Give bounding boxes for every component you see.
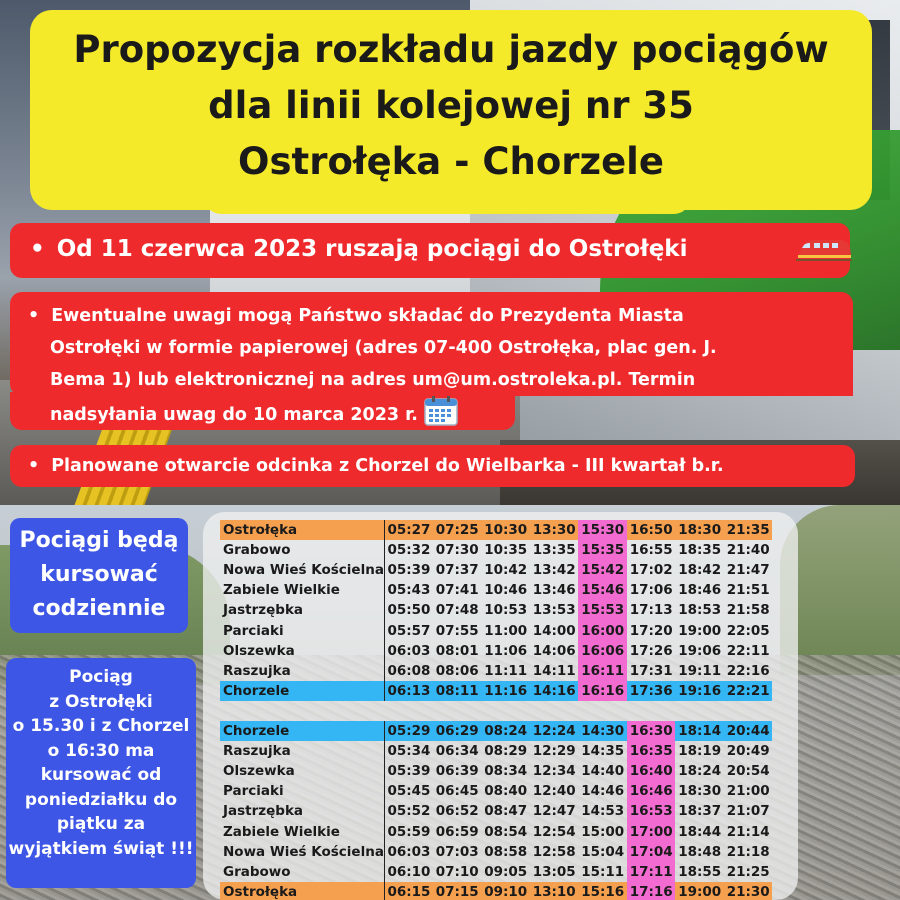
departure-time: 20:54 (726, 763, 770, 780)
departure-time: 08:47 (484, 803, 528, 820)
departure-time: 06:45 (435, 783, 479, 800)
departure-time: 11:16 (481, 681, 530, 701)
departure-time: 16:46 (627, 781, 676, 801)
table-row (220, 661, 772, 681)
departure-time: 06:59 (435, 823, 479, 840)
departure-time: 05:57 (387, 622, 431, 639)
table-row (220, 641, 772, 661)
station-name: Olszewka (220, 761, 384, 781)
departure-time: 12:24 (530, 721, 579, 741)
departure-time: 15:42 (578, 560, 627, 580)
table-row (220, 801, 772, 821)
departure-time: 16:16 (578, 681, 627, 701)
remarks-text (28, 300, 840, 431)
departure-time: 17:16 (627, 882, 676, 900)
departure-time: 22:21 (724, 681, 773, 701)
weekday-line-4: o 16:30 ma (47, 740, 155, 761)
table-row (220, 761, 772, 781)
departure-time: 15:16 (578, 882, 627, 900)
departure-time: 05:27 (384, 520, 433, 540)
departure-time: 07:37 (435, 562, 479, 579)
departure-time: 17:02 (629, 562, 673, 579)
station-name: Raszujka (220, 661, 384, 681)
departure-time: 06:13 (384, 681, 433, 701)
departure-time: 14:46 (581, 783, 625, 800)
departure-time: 21:30 (724, 882, 773, 900)
departure-time: 17:31 (629, 662, 673, 679)
departure-time: 21:58 (726, 602, 770, 619)
calendar-icon (424, 396, 458, 426)
departure-time: 12:47 (532, 803, 576, 820)
departure-time: 12:40 (532, 783, 576, 800)
timetable-outbound (220, 520, 773, 701)
start-date-banner (10, 223, 850, 278)
departure-time: 12:34 (532, 763, 576, 780)
departure-time: 15:11 (581, 863, 625, 880)
departure-time: 07:55 (435, 622, 479, 639)
station-name: Chorzele (220, 681, 384, 701)
table-row (220, 520, 772, 540)
departure-time: 16:40 (627, 761, 676, 781)
remarks-line-3: Bema 1) lub elektronicznej na adres um@um.ostroleka.pl. Termin (50, 370, 696, 390)
departure-time: 18:55 (678, 863, 722, 880)
table-row (220, 862, 772, 882)
departure-time: 18:37 (678, 803, 722, 820)
opening-label: Planowane otwarcie odcinka z Chorzel do Wielbarka - III kwartał b.r. (51, 456, 724, 476)
station-name: Parciaki (220, 781, 384, 801)
departure-time: 13:05 (532, 863, 576, 880)
station-name: Ostrołęka (220, 882, 384, 900)
departure-time: 07:48 (435, 602, 479, 619)
station-name: Chorzele (220, 721, 384, 741)
departure-time: 21:14 (726, 823, 770, 840)
departure-time: 13:10 (530, 882, 579, 900)
table-row (220, 741, 772, 761)
departure-time: 18:19 (678, 743, 722, 760)
departure-time: 06:10 (387, 863, 431, 880)
departure-time: 05:45 (387, 783, 431, 800)
departure-time: 08:29 (484, 743, 528, 760)
departure-time: 21:47 (726, 562, 770, 579)
departure-time: 08:01 (435, 642, 479, 659)
departure-time: 18:46 (678, 582, 722, 599)
departure-time: 17:06 (629, 582, 673, 599)
station-name: Grabowo (220, 862, 384, 882)
departure-time: 19:06 (678, 642, 722, 659)
departure-time: 08:54 (484, 823, 528, 840)
departure-time: 18:30 (675, 520, 724, 540)
weekday-line-1: Pociąg (69, 667, 133, 687)
departure-time: 07:15 (433, 882, 482, 900)
title-line-3: Ostrołęka - Chorzele (238, 140, 664, 183)
opening-banner (10, 445, 855, 487)
departure-time: 14:00 (532, 622, 576, 639)
page-title (30, 22, 872, 190)
departure-time: 15:30 (578, 520, 627, 540)
weekday-line-5: kursować od (40, 765, 162, 785)
departure-time: 17:20 (629, 622, 673, 639)
departure-time: 07:30 (435, 542, 479, 559)
station-name: Grabowo (220, 540, 384, 560)
departure-time: 19:00 (675, 882, 724, 900)
departure-time: 05:39 (387, 763, 431, 780)
departure-time: 21:35 (724, 520, 773, 540)
departure-time: 11:06 (484, 642, 528, 659)
departure-time: 05:50 (387, 602, 431, 619)
table-row (220, 821, 772, 841)
departure-time: 18:48 (678, 843, 722, 860)
departure-time: 05:29 (384, 721, 433, 741)
station-name: Zabiele Wielkie (220, 580, 384, 600)
daily-service-box (10, 518, 188, 633)
departure-time: 17:36 (627, 681, 676, 701)
departure-time: 20:44 (724, 721, 773, 741)
station-name: Raszujka (220, 741, 384, 761)
departure-time: 15:04 (581, 843, 625, 860)
departure-time: 14:35 (581, 743, 625, 760)
departure-time: 11:11 (484, 662, 528, 679)
departure-time: 22:05 (726, 622, 770, 639)
weekday-service-box (6, 660, 196, 888)
bullet: • (28, 306, 40, 326)
departure-time: 18:42 (678, 562, 722, 579)
daily-line-2: kursować (40, 562, 158, 587)
departure-time: 08:06 (435, 662, 479, 679)
departure-time: 09:05 (484, 863, 528, 880)
departure-time: 06:15 (384, 882, 433, 900)
departure-time: 10:46 (484, 582, 528, 599)
departure-time: 16:06 (578, 641, 627, 661)
departure-time: 14:30 (578, 721, 627, 741)
departure-time: 12:58 (532, 843, 576, 860)
departure-time: 05:39 (387, 562, 431, 579)
departure-time: 15:53 (578, 600, 627, 620)
departure-time: 12:54 (532, 823, 576, 840)
weekday-line-3: o 15.30 i z Chorzel (12, 716, 190, 736)
start-date-text (30, 236, 688, 262)
departure-time: 08:24 (481, 721, 530, 741)
departure-time: 08:58 (484, 843, 528, 860)
departure-time: 11:00 (484, 622, 528, 639)
table-row (220, 882, 772, 900)
departure-time: 21:25 (726, 863, 770, 880)
station-name: Jastrzębka (220, 600, 384, 620)
departure-time: 17:04 (627, 842, 676, 862)
departure-time: 17:11 (627, 862, 676, 882)
table-row (220, 580, 772, 600)
departure-time: 08:11 (433, 681, 482, 701)
departure-time: 18:30 (678, 783, 722, 800)
departure-time: 06:03 (387, 642, 431, 659)
weekday-line-8: wyjątkiem świąt !!! (8, 838, 194, 859)
departure-time: 21:18 (726, 843, 770, 860)
station-name: Ostrołęka (220, 520, 384, 540)
departure-time: 13:53 (532, 602, 576, 619)
opening-text (28, 456, 724, 476)
start-date-label: Od 11 czerwca 2023 ruszają pociągi do Ostrołęki (56, 236, 688, 262)
departure-time: 13:30 (530, 520, 579, 540)
departure-time: 08:40 (484, 783, 528, 800)
departure-time: 05:32 (387, 542, 431, 559)
departure-time: 08:34 (484, 763, 528, 780)
table-row (220, 781, 772, 801)
departure-time: 19:16 (675, 681, 724, 701)
departure-time: 22:16 (726, 662, 770, 679)
departure-time: 13:35 (532, 542, 576, 559)
departure-time: 05:34 (387, 743, 431, 760)
departure-time: 06:08 (387, 662, 431, 679)
table-row (220, 560, 772, 580)
departure-time: 14:53 (581, 803, 625, 820)
departure-time: 13:42 (532, 562, 576, 579)
departure-time: 18:35 (678, 542, 722, 559)
bullet: • (28, 456, 40, 476)
weekday-line-7: piątku za (56, 814, 146, 834)
title-line-2: dla linii kolejowej nr 35 (208, 84, 694, 127)
table-row (220, 600, 772, 620)
departure-time: 18:44 (678, 823, 722, 840)
timetable-return (220, 721, 773, 900)
departure-time: 05:43 (387, 582, 431, 599)
remarks-line-1: Ewentualne uwagi mogą Państwo składać do Prezydenta Miasta (51, 306, 684, 326)
station-name: Nowa Wieś Kościelna (220, 560, 384, 580)
remarks-banner (10, 292, 853, 425)
departure-time: 07:25 (433, 520, 482, 540)
departure-time: 16:11 (578, 661, 627, 681)
departure-time: 15:46 (578, 580, 627, 600)
departure-time: 18:24 (678, 763, 722, 780)
remarks-line-4: nadsyłania uwag do 10 marca 2023 r. (50, 405, 418, 425)
departure-time: 06:34 (435, 743, 479, 760)
departure-time: 19:11 (678, 662, 722, 679)
departure-time: 20:49 (726, 743, 770, 760)
departure-time: 13:46 (532, 582, 576, 599)
departure-time: 16:50 (627, 520, 676, 540)
table-row (220, 842, 772, 862)
departure-time: 12:29 (532, 743, 576, 760)
departure-time: 16:35 (627, 741, 676, 761)
departure-time: 07:10 (435, 863, 479, 880)
table-row (220, 681, 772, 701)
departure-time: 14:11 (532, 662, 576, 679)
departure-time: 07:03 (435, 843, 479, 860)
departure-time: 21:07 (726, 803, 770, 820)
remarks-line-2: Ostrołęki w formie papierowej (adres 07-400 Ostrołęka, plac gen. J. (50, 338, 717, 358)
departure-time: 18:53 (678, 602, 722, 619)
departure-time: 16:55 (629, 542, 673, 559)
departure-time: 06:52 (435, 803, 479, 820)
station-name: Parciaki (220, 620, 384, 640)
daily-line-3: codziennie (32, 596, 166, 621)
station-name: Jastrzębka (220, 801, 384, 821)
departure-time: 14:40 (581, 763, 625, 780)
departure-time: 17:13 (629, 602, 673, 619)
departure-time: 17:26 (629, 642, 673, 659)
departure-time: 10:53 (484, 602, 528, 619)
departure-time: 16:53 (627, 801, 676, 821)
departure-time: 09:10 (481, 882, 530, 900)
departure-time: 05:52 (387, 803, 431, 820)
background-trees-right (780, 505, 900, 675)
departure-time: 10:30 (481, 520, 530, 540)
departure-time: 22:11 (726, 642, 770, 659)
departure-time: 14:06 (532, 642, 576, 659)
bullet: • (30, 236, 45, 262)
departure-time: 06:29 (433, 721, 482, 741)
departure-time: 10:35 (484, 542, 528, 559)
departure-time: 06:03 (387, 843, 431, 860)
departure-time: 21:00 (726, 783, 770, 800)
departure-time: 07:41 (435, 582, 479, 599)
station-name: Zabiele Wielkie (220, 821, 384, 841)
departure-time: 16:30 (627, 721, 676, 741)
departure-time: 16:00 (578, 620, 627, 640)
table-row (220, 620, 772, 640)
weekday-line-6: poniedziałku do (24, 789, 178, 810)
departure-time: 21:40 (726, 542, 770, 559)
station-name: Olszewka (220, 641, 384, 661)
departure-time: 15:00 (581, 823, 625, 840)
title-line-1: Propozycja rozkładu jazdy pociągów (73, 28, 829, 71)
departure-time: 19:00 (678, 622, 722, 639)
departure-time: 06:39 (435, 763, 479, 780)
daily-line-1: Pociągi będą (19, 528, 179, 553)
departure-time: 10:42 (484, 562, 528, 579)
departure-time: 05:59 (387, 823, 431, 840)
table-row (220, 540, 772, 560)
station-name: Nowa Wieś Kościelna (220, 842, 384, 862)
table-row (220, 721, 772, 741)
departure-time: 21:51 (726, 582, 770, 599)
departure-time: 18:14 (675, 721, 724, 741)
departure-time: 14:16 (530, 681, 579, 701)
high-speed-train-icon (796, 235, 852, 263)
weekday-line-2: z Ostrołęki (49, 691, 153, 712)
departure-time: 15:35 (578, 540, 627, 560)
departure-time: 17:00 (627, 821, 676, 841)
